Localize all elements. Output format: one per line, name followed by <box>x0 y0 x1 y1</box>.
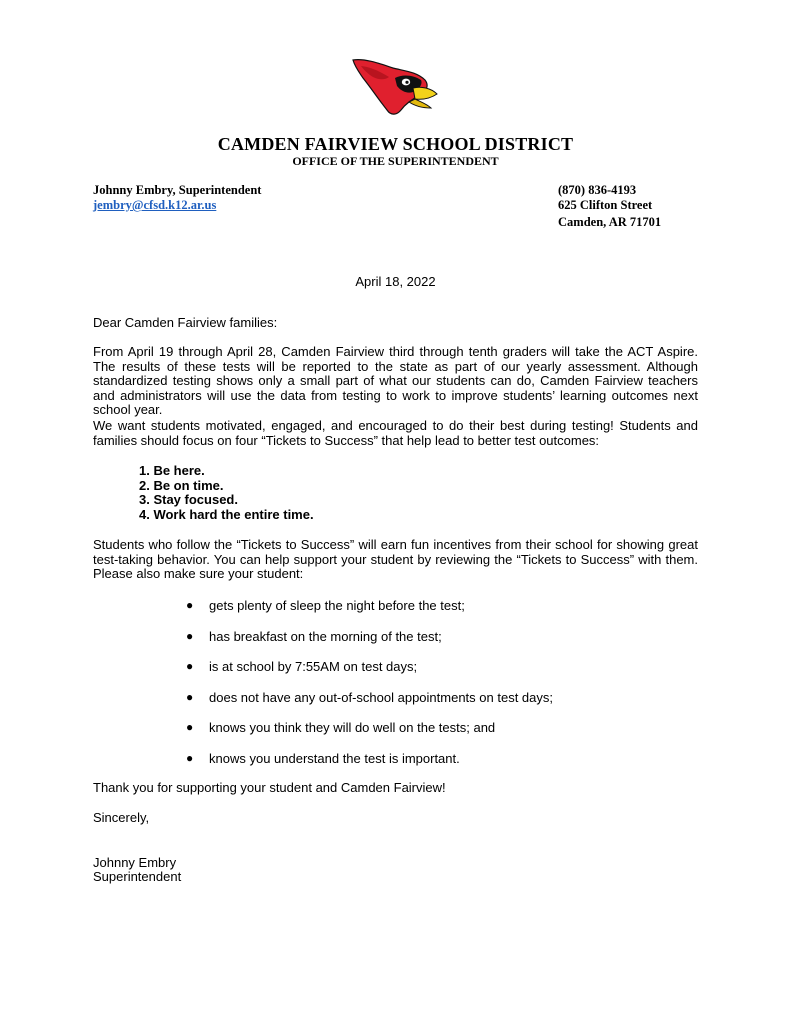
ticket-item: 1. Be here. <box>139 463 205 478</box>
list-item-text: is at school by 7:55AM on test days; <box>209 659 418 675</box>
list-item-text: does not have any out-of-school appointments on test days; <box>209 689 553 705</box>
ticket-item: 4. Work hard the entire time. <box>139 506 314 522</box>
list-item <box>186 690 553 721</box>
bullet-icon: ● <box>186 750 194 765</box>
thank-you-line: Thank you for supporting your student and Camden Fairview! <box>93 780 446 795</box>
paragraph-incentives: Students who follow the “Tickets to Success” will earn fun incentives from their school for showing great test-taking behavior. You can help support your student by reviewing the “Tickets to Success” with them. Please also make sure your student: <box>93 537 698 581</box>
bullet-icon: ● <box>186 720 194 735</box>
checklist <box>186 598 553 782</box>
sender-email-link[interactable]: jembry@cfsd.k12.ar.us <box>93 198 217 212</box>
paragraph-testing-dates: From April 19 through April 28, Camden Fairview third through tenth graders will take the ACT Aspire. The results of these tests will be reported to the state as part of our yearly assessment. Although standardized testing shows only a small part of what our students can do, Camden Fairview teachers and administrators will use the data from testing to work to improve students’ learning outcomes next school year. <box>93 344 698 417</box>
tickets-list <box>139 464 314 522</box>
bullet-icon: ● <box>186 628 194 643</box>
list-item <box>186 659 553 690</box>
signature-title: Superintendent <box>93 869 182 884</box>
ticket-item: 3. Stay focused. <box>139 492 238 508</box>
bullet-icon: ● <box>186 689 194 704</box>
cardinal-logo <box>351 58 439 118</box>
paragraph-tickets-intro: We want students motivated, engaged, and encouraged to do their best during testing! Students and families should focus on four “Tickets to Success” that help lead to better test outcomes: <box>93 418 698 448</box>
district-title: CAMDEN FAIRVIEW SCHOOL DISTRICT <box>217 134 574 154</box>
list-item-text: knows you think they will do well on the tests; and <box>209 720 496 736</box>
closing: Sincerely, <box>93 810 150 825</box>
sender-street: 625 Clifton Street <box>558 198 653 212</box>
sender-phone: (870) 836-4193 <box>558 183 637 197</box>
salutation: Dear Camden Fairview families: <box>93 315 278 330</box>
list-item <box>186 751 553 782</box>
letter-date: April 18, 2022 <box>355 274 436 289</box>
sender-city: Camden, AR 71701 <box>558 215 662 229</box>
signature-name: Johnny Embry <box>93 855 177 870</box>
list-item <box>186 720 553 751</box>
office-title: OFFICE OF THE SUPERINTENDENT <box>292 154 499 168</box>
list-item <box>186 598 553 629</box>
list-item <box>186 629 553 660</box>
bullet-icon: ● <box>186 659 194 674</box>
ticket-item: 2. Be on time. <box>139 477 224 493</box>
sender-name: Johnny Embry, Superintendent <box>93 183 262 197</box>
list-item-text: gets plenty of sleep the night before the test; <box>209 598 465 613</box>
list-item-text: knows you understand the test is important. <box>209 750 460 766</box>
bullet-icon: ● <box>186 598 194 612</box>
list-item-text: has breakfast on the morning of the test; <box>209 628 442 644</box>
